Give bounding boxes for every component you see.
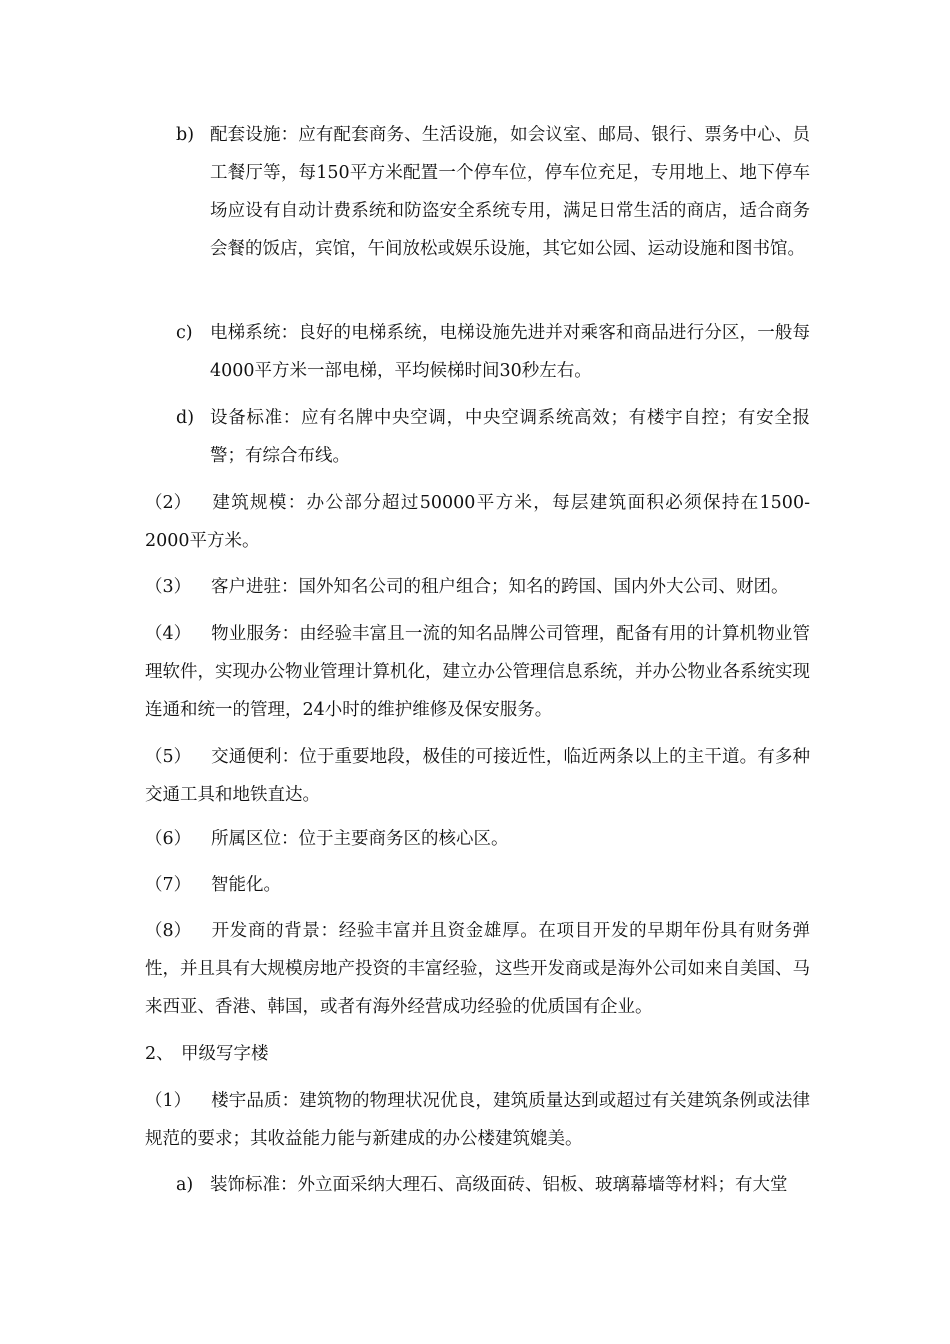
item-marker: （8） [145, 921, 192, 941]
item-text: 物业服务：由经验丰富且一流的知名品牌公司管理，配备有用的计算机物业管理软件，实现办公物业管理计算机化，建立办公管理信息系统，并办公物业各系统实现连通和统一的管理，24小时的维护维修及保安服务。 [145, 624, 810, 720]
item-text: 装饰标准：外立面采纳大理石、高级面砖、铝板、玻璃幕墙等材料；有大堂 [210, 1175, 788, 1195]
item-7 [145, 866, 810, 904]
item-marker: d) [176, 408, 195, 428]
item-c [176, 314, 810, 390]
item-3 [145, 568, 810, 606]
item-text: 交通便利：位于重要地段，极佳的可接近性，临近两条以上的主干道。有多种交通工具和地铁直达。 [145, 747, 810, 805]
item-text: 智能化。 [211, 875, 281, 895]
item-1 [145, 1082, 810, 1158]
item-marker: （4） [145, 624, 192, 644]
item-marker: （1） [145, 1091, 192, 1111]
item-b [176, 116, 810, 268]
item-marker: （3） [145, 577, 192, 597]
item-d [176, 399, 810, 475]
item-marker: （2） [145, 493, 192, 513]
item-4 [145, 615, 810, 729]
section-marker: 2、 [145, 1044, 174, 1064]
item-a [176, 1166, 810, 1204]
item-marker: b) [176, 125, 195, 145]
item-8 [145, 912, 810, 1026]
item-text: 建筑规模：办公部分超过50000平方米，每层建筑面积必须保持在1500-2000平方米。 [145, 493, 810, 551]
item-marker: a) [176, 1175, 194, 1195]
item-text: 所属区位：位于主要商务区的核心区。 [211, 829, 509, 849]
item-marker: （5） [145, 747, 192, 767]
item-5 [145, 738, 810, 814]
item-text: 电梯系统：良好的电梯系统，电梯设施先进并对乘客和商品进行分区，一般每4000平方米一部电梯，平均候梯时间30秒左右。 [210, 323, 810, 381]
item-2 [145, 484, 810, 560]
section-heading [145, 1035, 810, 1073]
item-text: 设备标准：应有名牌中央空调，中央空调系统高效；有楼宇自控；有安全报警；有综合布线。 [210, 408, 810, 466]
item-6 [145, 820, 810, 858]
item-text: 开发商的背景：经验丰富并且资金雄厚。在项目开发的早期年份具有财务弹性，并且具有大规模房地产投资的丰富经验，这些开发商或是海外公司如来自美国、马来西亚、香港、韩国，或者有海外经营成功经验的优质国有企业。 [145, 921, 810, 1017]
item-marker: （6） [145, 829, 192, 849]
item-text: 配套设施：应有配套商务、生活设施，如会议室、邮局、银行、票务中心、员工餐厅等，每150平方米配置一个停车位，停车位充足，专用地上、地下停车场应设有自动计费系统和防盗安全系统专用，满足日常生活的商店，适合商务会餐的饭店，宾馆，午间放松或娱乐设施，其它如公园、运动设施和图书馆。 [210, 125, 810, 259]
item-text: 楼宇品质：建筑物的物理状况优良，建筑质量达到或超过有关建筑条例或法律规范的要求；其收益能力能与新建成的办公楼建筑媲美。 [145, 1091, 810, 1149]
item-marker: c) [176, 323, 193, 343]
section-title: 甲级写字楼 [181, 1044, 269, 1064]
item-text: 客户进驻：国外知名公司的租户组合；知名的跨国、国内外大公司、财团。 [211, 577, 789, 597]
item-marker: （7） [145, 875, 192, 895]
